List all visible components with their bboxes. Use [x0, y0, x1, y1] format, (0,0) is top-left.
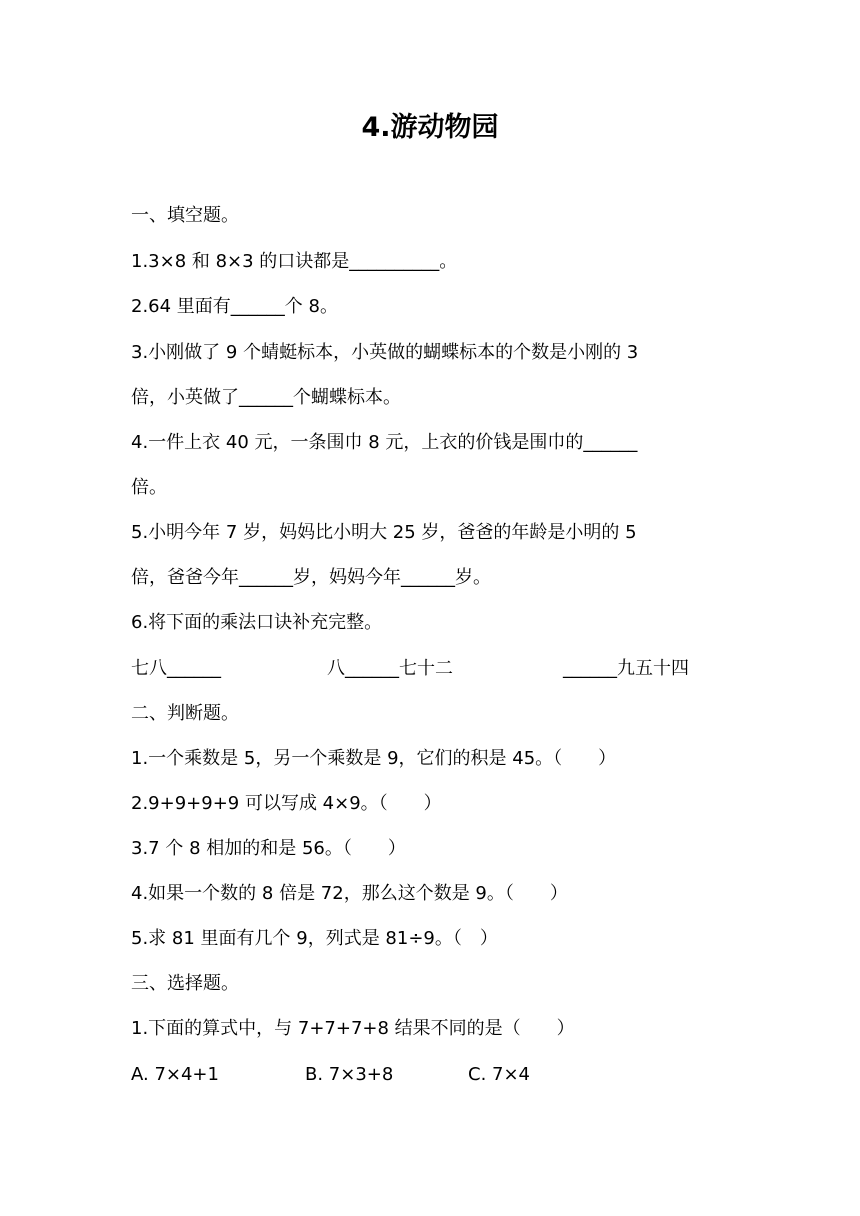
choice-question-1: 1.下面的算式中，与 7+7+7+8 结果不同的是（ ）	[131, 1018, 575, 1039]
true-false-item: 2.9+9+9+9 可以写成 4×9。（ ）	[131, 793, 442, 814]
fill-question-4-line-2: 倍。	[131, 477, 167, 498]
multiplication-rhyme-item: ______九五十四	[563, 658, 689, 679]
fill-question-1: 1.3×8 和 8×3 的口诀都是__________。	[131, 251, 458, 272]
fill-question-2: 2.64 里面有______个 8。	[131, 296, 338, 317]
multiplication-rhyme-item: 七八______	[131, 658, 221, 679]
fill-question-3-line-2: 倍，小英做了______个蝴蝶标本。	[131, 387, 401, 408]
section-heading-fill-blank: 一、填空题。	[131, 205, 239, 226]
fill-question-3-line-1: 3.小刚做了 9 个蜻蜓标本，小英做的蝴蝶标本的个数是小刚的 3	[131, 342, 639, 363]
choice-option-a: A. 7×4+1	[131, 1064, 219, 1085]
fill-question-5-line-2: 倍，爸爸今年______岁，妈妈今年______岁。	[131, 567, 491, 588]
fill-question-4-line-1: 4.一件上衣 40 元，一条围巾 8 元，上衣的价钱是围巾的______	[131, 432, 638, 453]
true-false-item: 1.一个乘数是 5，另一个乘数是 9，它们的积是 45。（ ）	[131, 748, 617, 769]
choice-option-b: B. 7×3+8	[305, 1064, 394, 1085]
fill-question-6: 6.将下面的乘法口诀补充完整。	[131, 612, 383, 633]
section-heading-true-false: 二、判断题。	[131, 703, 239, 724]
choice-option-c: C. 7×4	[468, 1064, 530, 1085]
true-false-item: 5.求 81 里面有几个 9，列式是 81÷9。（ ）	[131, 928, 498, 949]
fill-question-5-line-1: 5.小明今年 7 岁，妈妈比小明大 25 岁，爸爸的年龄是小明的 5	[131, 522, 637, 543]
true-false-item: 3.7 个 8 相加的和是 56。（ ）	[131, 838, 406, 859]
section-heading-choice: 三、选择题。	[131, 973, 239, 994]
multiplication-rhyme-item: 八______七十二	[327, 658, 453, 679]
true-false-item: 4.如果一个数的 8 倍是 72，那么这个数是 9。（ ）	[131, 883, 568, 904]
page-title: 4.游动物园	[361, 112, 499, 143]
